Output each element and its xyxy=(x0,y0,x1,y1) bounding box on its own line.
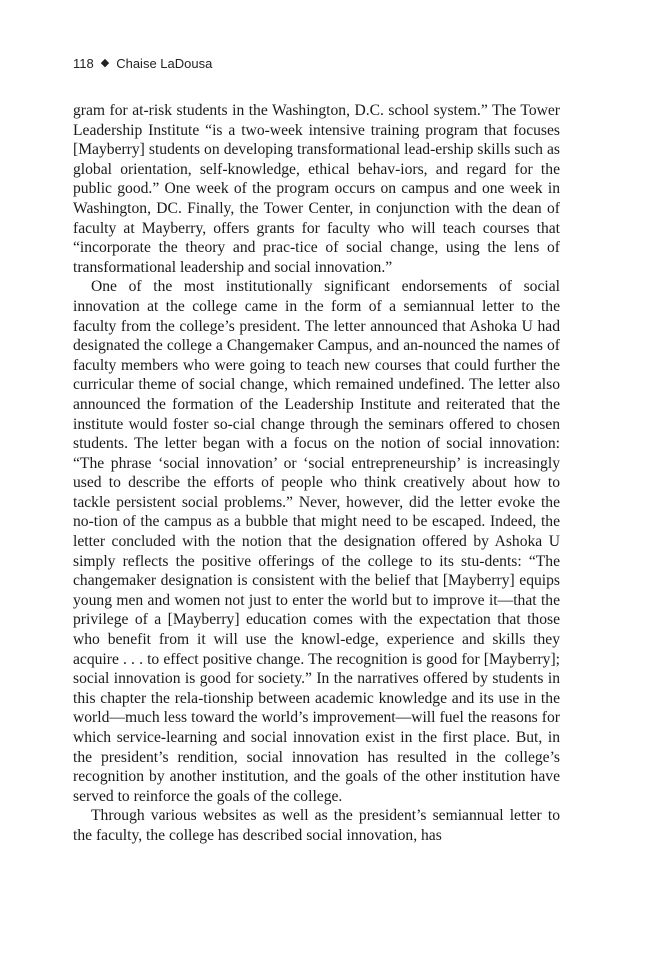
page-number: 118 xyxy=(73,56,94,71)
diamond-separator-icon: ◆ xyxy=(100,57,110,69)
running-header xyxy=(73,56,212,71)
body-text xyxy=(73,101,560,846)
paragraph-president-letter: One of the most institutionally significant endorsements of social innovation at the college came in the form of a semiannual letter to the faculty from the college’s president. The letter announced that Ashoka U had designated the college a Changemaker Campus, and an-nounced the names of faculty members who were going to teach new courses that could further the curricular theme of social change, which remained undefined. The letter also announced the formation of the Leadership Institute and reiterated that the institute would foster so-cial change through the seminars offered to chosen students. The letter began with a focus on the notion of social innovation: “The phrase ‘social innovation’ or ‘social entrepreneurship’ is increasingly used to describe the efforts of people who think creatively about how to tackle persistent social problems.” Never, however, did the letter evoke the no-tion of the campus as a bubble that might need to be escaped. Indeed, the letter concluded with the notion that the designation offered by Ashoka U simply reflects the positive offerings of the college to its stu-dents: “The changemaker designation is consistent with the belief that [Mayberry] equips young men and women not just to enter the world but to improve it—that the privilege of a [Mayberry] education comes with the expectation that those who benefit from it will use the knowl-edge, experience and skills they acquire . . . to effect positive change. The recognition is good for [Mayberry]; social innovation is good for society.” In the narratives offered by students in this chapter the rela-tionship between academic knowledge and its use in the world—much less toward the world’s improvement—will fuel the reasons for which service-learning and social innovation exist in the first place. But, in the president’s rendition, social innovation has resulted in the college’s recognition by another institution, and the goals of the other institution have served to reinforce the goals of the college. xyxy=(73,278,560,805)
paragraph-continued: gram for at-risk students in the Washington, D.C. school system.” The Tower Leadership Institute “is a two-week intensive training program that focuses [Mayberry] students on developing transformational lead-ership skills such as global orientation, self-knowledge, ethical behav-iors, and regard for the public good.” One week of the program occurs on campus and one week in Washington, DC. Finally, the Tower Center, in conjunction with the dean of faculty at Mayberry, offers grants for faculty who will teach courses that “incorporate the theory and prac-tice of social change, using the lens of transformational leadership and social innovation.” xyxy=(73,102,560,276)
paragraph-websites: Through various websites as well as the president’s semiannual letter to the faculty, the college has described social innovation, has xyxy=(73,807,560,844)
running-head-author: Chaise LaDousa xyxy=(116,56,213,71)
